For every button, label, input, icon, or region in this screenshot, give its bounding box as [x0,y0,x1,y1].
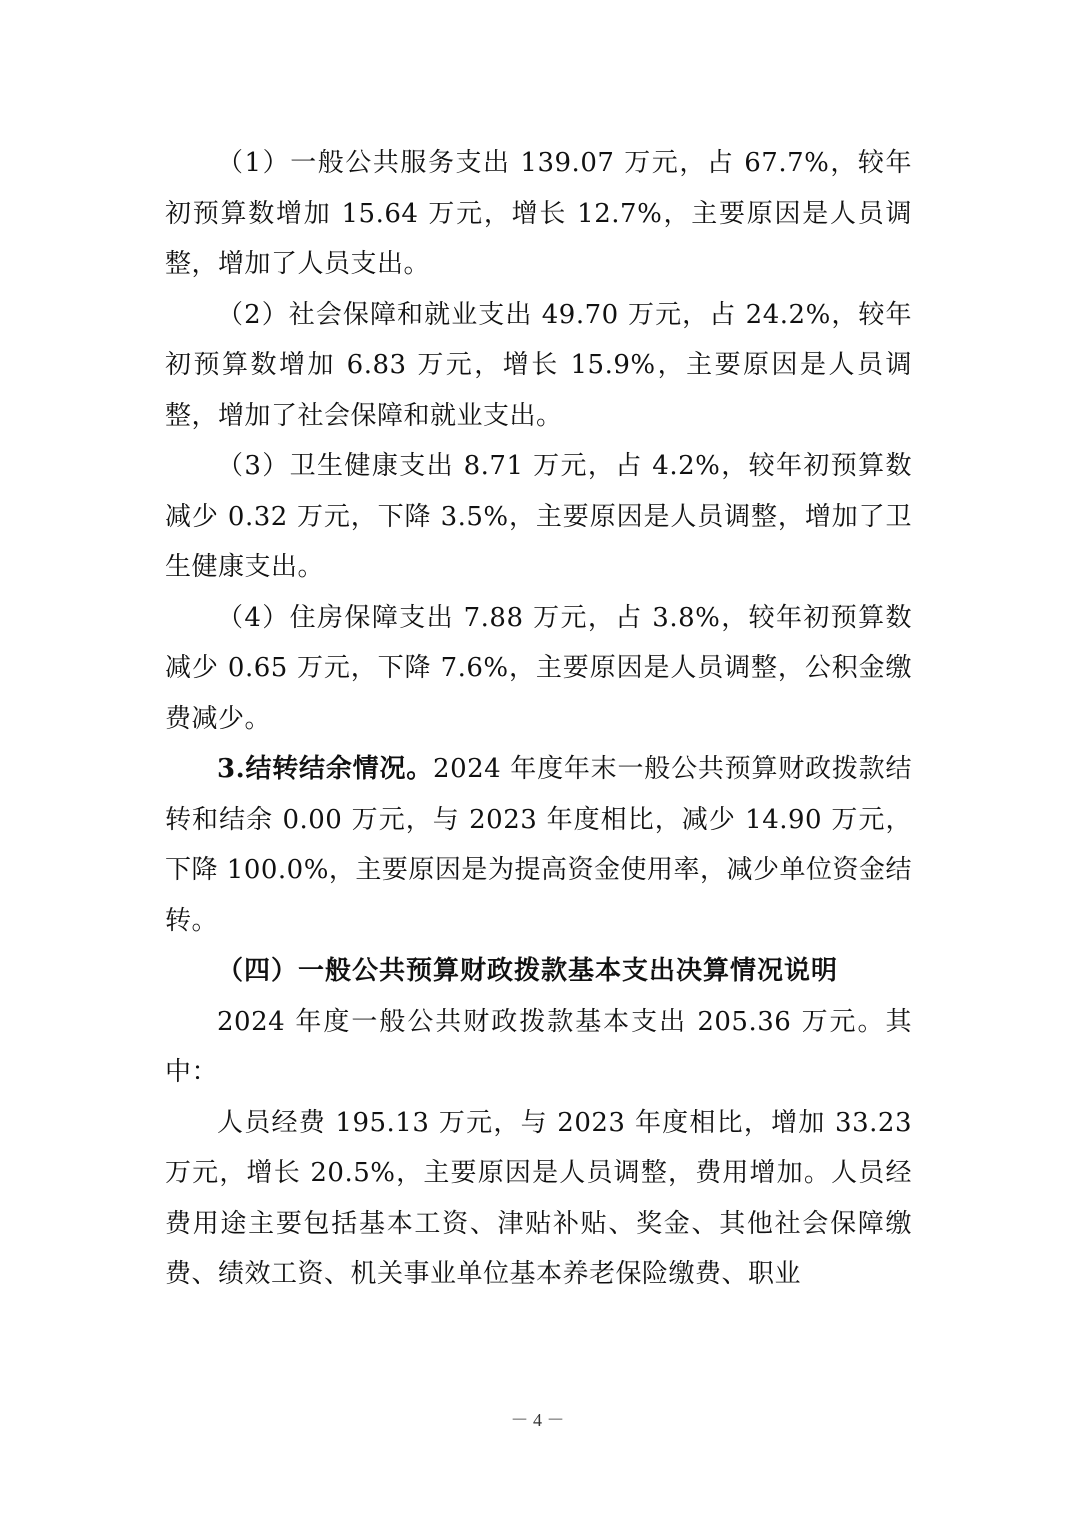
paragraph-basic-expenditure: 2024 年度一般公共财政拨款基本支出 205.36 万元。其中： [165,1006,912,1087]
paragraph-housing: （4）住房保障支出 7.88 万元，占 3.8%，较年初预算数减少 0.65 万元，下降 7.6%，主要原因是人员调整，公积金缴费减少。 [165,602,912,734]
paragraph-personnel-expenses: 人员经费 195.13 万元，与 2023 年度相比，增加 33.23 万元，增长 20.5%，主要原因是人员调整，费用增加。人员经费用途主要包括基本工资、津贴补贴、奖金、其他社会保障缴费、绩效工资、机关事业单位基本养老保险缴费、职业 [165,1107,912,1289]
paragraph-social-security: （2）社会保障和就业支出 49.70 万元，占 24.2%，较年初预算数增加 6.83 万元，增长 15.9%，主要原因是人员调整，增加了社会保障和就业支出。 [165,299,912,431]
paragraph-general-public-services: （1）一般公共服务支出 139.07 万元，占 67.7%，较年初预算数增加 15.64 万元，增长 12.7%，主要原因是人员调整，增加了人员支出。 [165,148,912,279]
section-heading: （四）一般公共预算财政拨款基本支出决算情况说明 [217,956,839,986]
carryover-heading: 3.结转结余情况。 [217,754,434,784]
document-body [165,138,912,1300]
page-number: － 4 － [510,1410,565,1430]
paragraph-carryover [165,744,912,946]
carryover-text: 2024 年度年末一般公共预算财政拨款结转和结余 0.00 万元，与 2023 年度相比，减少 14.90 万元，下降 100.0%，主要原因是为提高资金使用率，减少单位资金结转。 [165,754,912,936]
paragraph-health: （3）卫生健康支出 8.71 万元，占 4.2%，较年初预算数减少 0.32 万元，下降 3.5%，主要原因是人员调整，增加了卫生健康支出。 [165,451,912,582]
